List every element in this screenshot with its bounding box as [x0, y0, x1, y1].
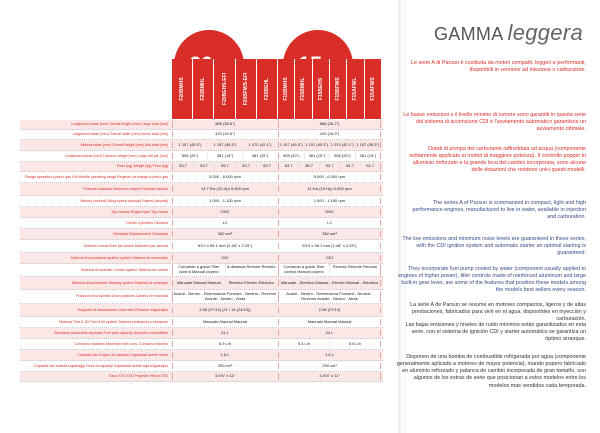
spec-label: Rapporto di trasmissione Gear ratio Relación engranajes: [77, 307, 168, 312]
spec-value: Manuale Manual Manual: [173, 280, 226, 287]
spec-label: Consumo massimo Maximum fuel cons. Consumo máximo: [74, 341, 168, 346]
spec-row: [20, 240, 383, 253]
spec-value: 250 cm³: [322, 362, 337, 368]
spec-value: 986 (38.8"): [215, 121, 235, 127]
spec-value: 362 cm³: [217, 230, 233, 236]
spec-value: OHC: [220, 208, 230, 214]
models-20hp-header: [172, 59, 277, 119]
spec-label: Potenza massima Maximum output Potencia máxima: [83, 186, 168, 191]
values-20hp: [172, 319, 277, 326]
spec-value: 508 (20"): [330, 153, 356, 160]
values-20hp: [172, 231, 277, 238]
spec-value: 5.8 L/h: [348, 340, 362, 346]
values-15hp: [278, 142, 381, 149]
values-20hp: [172, 280, 277, 287]
spec-value: 24 L: [221, 329, 229, 335]
spec-value: 1 157 (45.5"): [279, 141, 303, 147]
values-20hp: [172, 153, 277, 160]
spec-value: 2.08 (27/13) (21 / 15 (24/13)): [199, 306, 251, 312]
spec-value: 53.7: [173, 163, 194, 170]
spec-label: Peso (kg) Weight (kg) Peso (kg): [116, 164, 168, 169]
spec-label: Sistema di controllo Control system Sistema de control: [80, 267, 168, 272]
values-20hp: [172, 209, 277, 216]
spec-value: 1.6 L: [220, 351, 230, 357]
spec-value: 420 (16.5"): [319, 131, 340, 137]
model-name: F20BEHL: [263, 77, 270, 101]
spec-row: [20, 172, 383, 183]
title-leggera: leggera: [507, 20, 584, 45]
values-15hp: [278, 280, 381, 287]
spec-row: [20, 372, 383, 382]
spec-row: [20, 290, 383, 304]
spec-label: Sistema di accensione Ignition system Sistema de encendido: [70, 255, 168, 260]
spec-label: Sistema di avviamento Starting system Sistema de arranque: [71, 280, 168, 285]
spanish-paragraph-2: Las bajas emisiones y niveles de ruido mínimos están garantizados en esta serie, con el sistema de ignición CDI y starter automático se garantiza un óptimo arranque.: [405, 322, 586, 343]
spec-value: 55.7: [299, 163, 319, 170]
spec-row: [20, 361, 383, 372]
spec-value: 3-9⅞" x 11": [214, 373, 236, 379]
spec-value: 250 cm³: [217, 362, 233, 368]
spec-row: [20, 350, 383, 361]
spec-row: [20, 130, 383, 140]
model-name: F15BMHL: [300, 77, 307, 101]
spec-value: 2.08 (27/13): [318, 306, 341, 312]
values-15hp: [278, 153, 381, 160]
spec-label: Cilindri Cylinders Cilindros: [126, 220, 168, 225]
spec-value: 1.6 L: [325, 351, 334, 357]
spec-value: 1 157 (45.5"): [208, 142, 243, 149]
spec-value: 53.7: [279, 163, 299, 170]
values-20hp: [172, 373, 277, 380]
title-gamma: GAMMA: [434, 24, 504, 44]
spec-value: 508 (20"): [173, 153, 208, 160]
model-name: F15BEHS: [317, 77, 324, 101]
values-20hp: [172, 131, 277, 138]
spec-value: Manuale - Elettrico Manual - Electric Manual - Eléctrico: [280, 279, 379, 285]
spec-value: 3-9⅞" x 11": [319, 373, 340, 379]
spec-value: 1 157 (45.5"): [356, 141, 380, 147]
spec-label: Sistema Trim & Tilt Trim & tilt system Sistema inclinación y elevación: [58, 319, 168, 324]
spec-label: Lunghezza piede (mm) Transom height (mm) Largo del pie (mm): [64, 153, 168, 158]
values-15hp: [278, 198, 381, 205]
spec-value: 420 (16.5"): [215, 131, 235, 137]
values-15hp: [278, 243, 381, 250]
spanish-paragraph-3: Disponen de una bomba de combustible refrigerada por agua (componente generalmente aplicado a motores de mayor potencia), mando popero fabricado en aluminio reforzado y palanca de cambio incorporada de gran tamaño, son algunos de los extras de serie que posicionan a estos modelos entre los modelos mas vendidos cada temporada.: [396, 354, 586, 389]
values-15hp: [278, 209, 381, 216]
spec-value: Comando a guida Tiller control Manual popero: [173, 264, 226, 275]
spec-label: Capacità olio Engine oil capacity Capacidad aceite motor: [77, 352, 168, 357]
spec-label: Elica STD STD Propeller Hélice STD: [109, 374, 168, 379]
spec-value: CDI: [221, 254, 229, 260]
values-15hp: [278, 231, 381, 238]
spec-value: 6.9 L/h: [218, 340, 232, 346]
english-paragraph-2: The low emissions and minimum noise levels are guaranteed in these series, with the CDI ignition system and automatic starter an optimal starting is guaranteed.: [402, 236, 586, 257]
spec-value: 63.0 x 58.1 mm (2.48" x 2.29"): [198, 242, 252, 248]
values-20hp: [172, 174, 277, 181]
spec-row: [20, 196, 383, 207]
spec-row: [20, 277, 383, 290]
spec-value: 5.4 L/h: [279, 341, 330, 348]
model-name: F20BMHS: [179, 77, 186, 101]
spec-value: L2: [327, 219, 332, 225]
spec-value: 54.7: [340, 163, 360, 170]
values-15hp: [278, 341, 381, 348]
spec-row: [20, 218, 383, 229]
model-name: F20BFWS-EFI: [242, 72, 249, 106]
spec-value: 666 (26.2"): [319, 121, 340, 127]
model-name: F15BMHS: [283, 77, 290, 101]
values-20hp: [172, 255, 277, 262]
italian-paragraph-2: Le basse emissioni e il livello minimo di rumore sono garantiti in questa serie dal sistema di accensione CDI e l'avviamento automatico garantisce un avviamento ottimale.: [403, 112, 586, 133]
spec-label: Tipo motore Engine type Tipo motor: [111, 209, 168, 214]
spec-value: 381 (15"): [208, 153, 243, 160]
spec-row: [20, 207, 383, 218]
spec-row: [20, 120, 383, 130]
spec-value: Avanti - Neutro - Retromarcia Forward - Neutral - Reverse Avante - Neutro - Atrás: [286, 290, 373, 301]
spec-value: Elettrico Electric Eléctrico: [228, 279, 274, 285]
spec-value: 52.7: [366, 163, 375, 169]
spec-value: Avanti - Neutro - Retromarcia Forward - Neutral - Reverse Avante - Neutro - Atrás: [173, 290, 277, 301]
values-20hp: [172, 341, 277, 348]
english-paragraph-3: They incorporate fuel pump cooled by water (component usually applied to engines of higher power), tiller controls made of reinforced aluminum and large built-in gear lever, are some of the features that position these models among the models best sellers every season.: [398, 266, 586, 294]
values-20hp: [172, 307, 277, 314]
values-15hp: [278, 291, 381, 302]
spec-row: [20, 162, 383, 172]
spec-value: 53.7: [320, 163, 340, 170]
spec-value: OHC: [325, 208, 334, 214]
values-15hp: [278, 319, 381, 326]
spec-label: Lunghezza totale (mm) Overall length (mm) Largo total (mm): [71, 122, 168, 127]
values-15hp: [278, 220, 381, 227]
spec-row: [20, 183, 383, 196]
values-20hp: [172, 264, 277, 275]
spec-value: 24 L: [325, 329, 334, 335]
spanish-paragraph-1: La serie A de Parsun se resume en motores compactos, ligeros y de altas prestaciones, fabricados para vivir en el agua, disponibles en inyección y carburación.: [410, 302, 586, 323]
italian-paragraph-3: Dotati di pompa del carburante raffreddata ad acqua (componente solitamente applicato ai motori di maggiore potenza). Il controllo popper in alluminio rinforzato e la grande leva del cambio incorporata, sono alcune delle dotazioni che rendono unici questi modelli.: [409, 146, 586, 174]
model-name: F20BEHS-EFI: [221, 73, 228, 105]
values-15hp: [278, 186, 381, 193]
values-15hp: [278, 264, 381, 275]
spec-value: A distanza Remote Remoto: [226, 264, 276, 270]
models-15hp-header: [278, 59, 381, 119]
values-20hp: [172, 352, 277, 359]
spec-value: CDI: [326, 254, 333, 260]
values-20hp: [172, 163, 277, 170]
spec-label: Altezza totale (mm) Overall height (mm) Alto total (mm): [80, 142, 168, 147]
spec-value: 1.000 - 1.100 rpm: [313, 197, 346, 203]
spec-label: Capacità olio scatola ingranaggi Gear oil capacity Capacidad aceite caja engranajes: [34, 363, 168, 368]
values-20hp: [172, 243, 277, 250]
values-20hp: [172, 291, 277, 302]
values-15hp: [278, 131, 381, 138]
spec-row: [20, 317, 383, 328]
english-paragraph-1: The series A of Parsun is summarized in compact, light and high performance engines, manufactured to live in water, available in injection and carburation.: [412, 200, 586, 221]
spec-row: [20, 339, 383, 350]
values-20hp: [172, 186, 277, 193]
values-20hp: [172, 142, 277, 149]
model-name: F15BFWS: [335, 77, 342, 101]
spec-value: 63.0 x 58.1 mm (2.48" x 2.29"): [302, 242, 357, 248]
spec-value: 1.000 - 1.100 rpm: [209, 197, 241, 203]
spec-row: [20, 253, 383, 264]
spec-label: Posizioni leva cambio Gear positions Cambio de marchas: [76, 294, 168, 299]
spec-value: 14.7 Kw (20 Hp) 5.500 rpm: [200, 185, 250, 191]
spec-value: 1 070 (42.1"): [248, 141, 272, 147]
spec-value: 53.7: [236, 163, 257, 170]
values-15hp: [278, 255, 381, 262]
spec-row: [20, 151, 383, 162]
values-15hp: [278, 363, 381, 370]
spec-value: 381 (15"): [305, 153, 331, 160]
spec-value: Manuale Manual Manual: [307, 318, 352, 324]
values-20hp: [172, 198, 277, 205]
values-20hp: [172, 330, 277, 337]
page-title: [434, 20, 583, 46]
spec-value: Remoto Remote Remoto: [332, 264, 378, 270]
model-name: F15AFWL: [352, 77, 359, 101]
values-20hp: [172, 121, 277, 128]
spec-value: 1 157 (45.5"): [305, 141, 329, 147]
spec-value: 1 070 (42.1"): [330, 141, 354, 147]
values-15hp: [278, 352, 381, 359]
spec-label: Minimo (neutral) Idling speed (neutral) Ralentí (neutral): [80, 198, 168, 203]
spec-value: 508 (20"): [279, 153, 305, 160]
spec-value: Manuale Manual Manual: [203, 318, 247, 324]
spec-value: 381 (15"): [359, 152, 376, 158]
spec-row: [20, 328, 383, 339]
spec-label: Range operativo a pieno gas Full throttle operating range Régimen de trabajo a pleno gas: [25, 174, 168, 179]
spec-value: L2: [222, 219, 228, 225]
spec-row: [20, 304, 383, 317]
values-20hp: [172, 220, 277, 227]
spec-value: 362 cm³: [322, 230, 337, 236]
values-15hp: [278, 307, 381, 314]
spec-value: Comando a guida Tiller control Manual popero: [279, 264, 330, 275]
italian-paragraph-1: Le serie A di Parsun è costituita da motori compatti, leggeri e performanti, disponibili in versione ad iniezione o carburatore.: [411, 60, 586, 74]
spec-table: [20, 120, 383, 382]
spec-value: 53.7: [194, 163, 215, 170]
spec-value: 52.7: [263, 163, 271, 169]
values-15hp: [278, 330, 381, 337]
spec-value: 5.000 - 6.000 rpm: [313, 173, 346, 179]
model-name: F20BMHL: [200, 77, 207, 101]
spec-label: Serbatoio carburante separato Fuel tank capacity Depósito combustible: [54, 330, 168, 335]
values-15hp: [278, 373, 381, 380]
values-20hp: [172, 363, 277, 370]
model-name: F15AFWS: [369, 77, 376, 101]
spec-value: 381 (15"): [251, 152, 269, 158]
spec-row: [20, 264, 383, 277]
values-15hp: [278, 163, 381, 170]
spec-value: 5.000 - 6.000 rpm: [209, 173, 241, 179]
spec-row: [20, 140, 383, 151]
spec-label: Diametro corsa Bore per stroke Diámetro por carrera: [83, 243, 168, 248]
spec-value: 55.7: [215, 163, 236, 170]
spec-row: [20, 229, 383, 240]
spec-label: Cilindrata Displacement Cilindrada: [112, 231, 168, 236]
values-15hp: [278, 121, 381, 128]
spec-value: 11 Kw (15 Hp) 5.000 rpm: [307, 185, 352, 191]
spec-value: 1 157 (45.5"): [173, 142, 208, 149]
values-15hp: [278, 174, 381, 181]
spec-label: Larghezza totale (mm) Overall width (mm) Ancho total (mm): [72, 132, 168, 137]
